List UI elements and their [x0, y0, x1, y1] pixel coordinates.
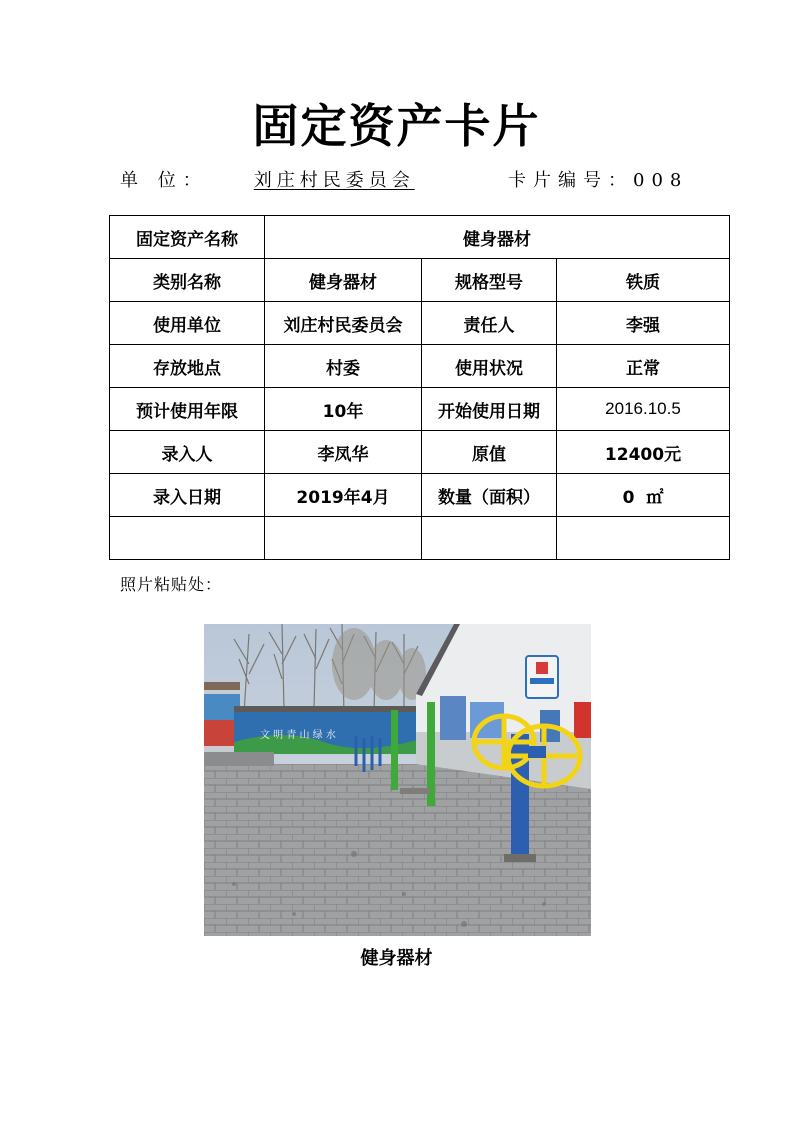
field-value: 2016.10.5 [557, 388, 730, 431]
empty-cell [110, 517, 265, 560]
table-row [110, 474, 730, 517]
table-row [110, 431, 730, 474]
table-row-empty [110, 517, 730, 560]
field-label: 类别名称 [110, 259, 265, 302]
card-title: 固定资产卡片 [252, 99, 541, 153]
field-label: 预计使用年限 [110, 388, 265, 431]
fitness-equipment-photo [204, 624, 591, 936]
field-label: 责任人 [422, 302, 557, 345]
mural-text: 文 明 青 山 绿 水 [260, 730, 336, 741]
field-label: 原值 [422, 431, 557, 474]
field-label: 数量（面积） [422, 474, 557, 517]
field-label: 录入日期 [110, 474, 265, 517]
field-label: 录入人 [110, 431, 265, 474]
asset-name-value: 健身器材 [265, 216, 730, 259]
field-value: 2019年4月 [265, 474, 422, 517]
table-row [110, 345, 730, 388]
table-row [110, 302, 730, 345]
field-label: 使用单位 [110, 302, 265, 345]
unit-line [120, 168, 415, 194]
empty-cell [422, 517, 557, 560]
empty-cell [265, 517, 422, 560]
field-label: 开始使用日期 [422, 388, 557, 431]
photo-paste-label: 照片粘贴处： [120, 575, 223, 594]
card-number-label: 卡片编号： [508, 170, 633, 191]
field-value: 正常 [557, 345, 730, 388]
card-number-line [508, 168, 688, 194]
field-label: 使用状况 [422, 345, 557, 388]
field-value: 0 ㎡ [557, 474, 730, 517]
asset-name-label: 固定资产名称 [110, 216, 265, 259]
card-number-value: 008 [633, 170, 689, 191]
field-value: 12400元 [557, 431, 730, 474]
field-value: 村委 [265, 345, 422, 388]
field-value: 李凤华 [265, 431, 422, 474]
field-value: 健身器材 [265, 259, 422, 302]
table-row [110, 388, 730, 431]
field-label: 存放地点 [110, 345, 265, 388]
table-row [110, 216, 730, 259]
field-value: 10年 [265, 388, 422, 431]
field-value: 铁质 [557, 259, 730, 302]
field-label: 规格型号 [422, 259, 557, 302]
unit-value: 刘庄村民委员会 [253, 170, 415, 191]
unit-label: 单 位： [120, 170, 208, 191]
field-value: 李强 [557, 302, 730, 345]
field-value: 刘庄村民委员会 [265, 302, 422, 345]
table-row [110, 259, 730, 302]
empty-cell [557, 517, 730, 560]
asset-card-table [109, 215, 730, 560]
photo-caption: 健身器材 [360, 948, 433, 969]
